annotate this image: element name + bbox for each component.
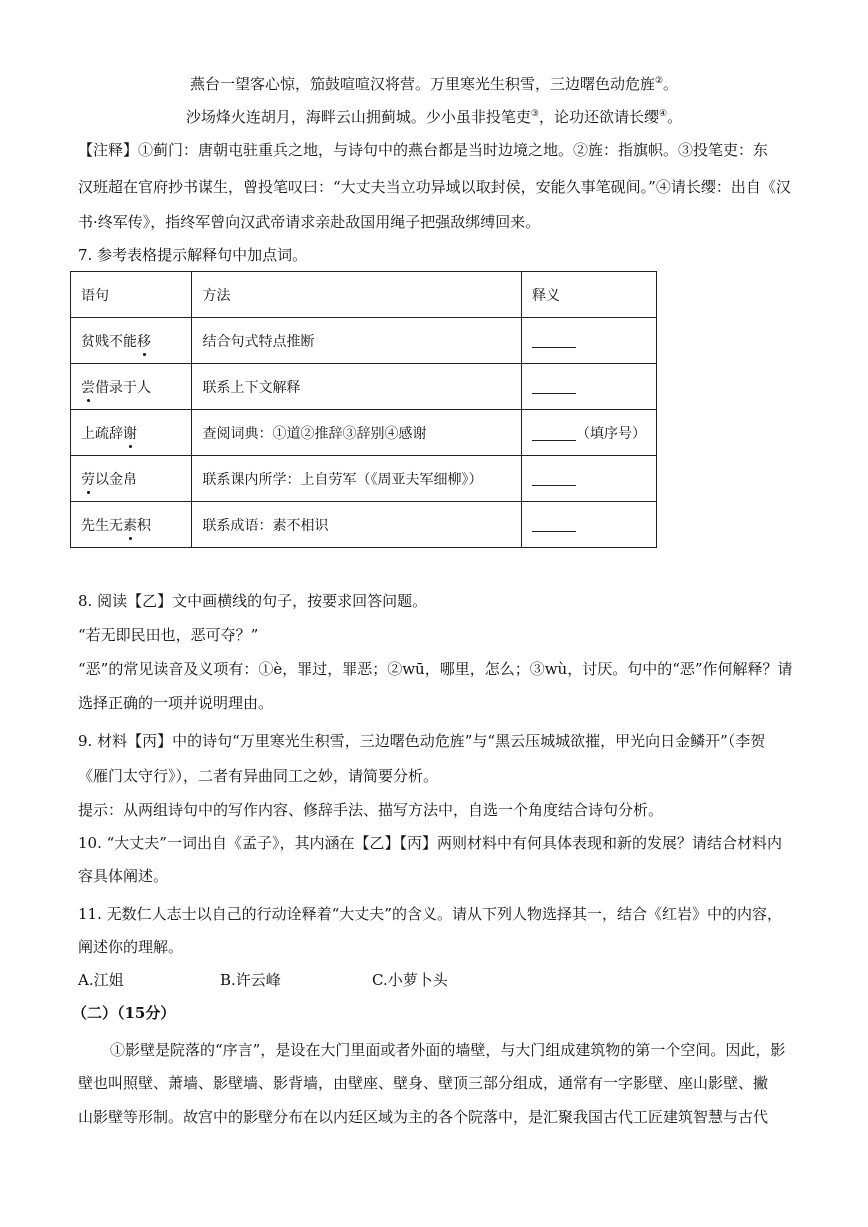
vocab-table [70,271,657,548]
sentence-cell: 尝借录于人 [71,364,192,410]
header-method: 方法 [192,272,522,318]
question-11-text: 阐述你的理解。 [78,938,184,956]
answer-cell [522,410,657,456]
dotted-word: 移 [137,331,151,351]
answer-cell [522,502,657,548]
question-9-hint: 提示：从两组诗句中的写作内容、修辞手法、描写方法中，自选一个角度结合诗句分析。 [78,801,664,819]
question-8-text: “恶”的常见读音及义项有：①è，罪过，罪恶；②wū，哪里，怎么；③wù，讨厌。句中的“恶”作何解释？请 [78,660,793,678]
question-9-text: 《雁门太守行》），二者有异曲同工之妙，请简要分析。 [78,767,439,785]
table-row [71,364,657,410]
option-a: A.江姐 [78,971,124,989]
method-cell: 查阅词典：①道②推辞③辞别④感谢 [192,410,522,456]
annotation-line-2: 汉班超在官府抄书谋生，曾投笔叹曰：“大丈夫当立功异域以取封侯，安能久事笔砚间。”④请长缨：出自《汉 [78,178,791,196]
table-row [71,410,657,456]
header-sentence: 语句 [71,272,192,318]
question-8-quote: “若无即民田也，恶可夺？” [78,626,259,644]
answer-blank[interactable] [532,426,576,441]
dotted-word: 尝 [81,377,95,397]
dotted-word: 谢 [123,423,137,443]
header-meaning: 释义 [522,272,657,318]
question-10-text: 容具体阐述。 [78,867,169,885]
question-9-prompt: 9. 材料【丙】中的诗句“万里寒光生积雪，三边曙色动危旌”与“黑云压城城欲摧，甲光向日金鳞开”（李贺 [78,732,766,750]
sentence-cell: 劳以金帛 [71,456,192,502]
section-2-paragraph: 壁也叫照壁、萧墙、影壁墙、影背墙，由壁座、壁身、壁顶三部分组成，通常有一字影壁、座山影壁、撇 [78,1074,769,1092]
method-cell: 联系课内所学：上自劳军（《周亚夫军细柳》） [192,456,522,502]
table-row [71,502,657,548]
answer-blank[interactable] [532,517,576,532]
sentence-cell: 先生无素积 [71,502,192,548]
answer-blank[interactable] [532,379,576,394]
annotation-line-3: 书·终军传》，指终军曾向汉武帝请求亲赴敌国用绳子把强敌绑缚回来。 [78,213,541,231]
sentence-cell: 贫贱不能移 [71,318,192,364]
question-8-prompt: 8. 阅读【乙】文中画横线的句子，按要求回答问题。 [78,592,428,610]
table-row [71,456,657,502]
annotation-line-1: 【注释】①蓟门：唐朝屯驻重兵之地，与诗句中的燕台都是当时边境之地。②旌：指旗帜。③投笔吏：东 [78,141,769,159]
poem-line-2: 沙场烽火连胡月，海畔云山拥蓟城。少小虽非投笔吏③，论功还欲请长缨④。 [185,108,683,126]
answer-blank[interactable] [532,333,576,348]
method-cell: 联系成语：素不相识 [192,502,522,548]
question-10-prompt: 10. “大丈夫”一词出自《孟子》，其内涵在【乙】【丙】两则材料中有何具体表现和新的发展？请结合材料内 [78,834,782,852]
poem-line-1: 燕台一望客心惊，笳鼓喧喧汉将营。万里寒光生积雪，三边曙色动危旌②。 [189,75,679,93]
section-2-paragraph: ①影壁是院落的“序言”，是设在大门里面或者外面的墙壁，与大门组成建筑物的第一个空间。因此，影 [110,1041,786,1059]
question-8-text: 选择正确的一项并说明理由。 [78,694,274,712]
method-cell: 结合句式特点推断 [192,318,522,364]
answer-cell [522,456,657,502]
answer-cell [522,318,657,364]
method-cell: 联系上下文解释 [192,364,522,410]
answer-cell [522,364,657,410]
sentence-cell: 上疏辞谢 [71,410,192,456]
dotted-word: 劳 [81,469,95,489]
table-header-row [71,272,657,318]
answer-blank[interactable] [532,471,576,486]
section-2-paragraph: 山影壁等形制。故宫中的影壁分布在以内廷区域为主的各个院落中，是汇聚我国古代工匠建筑智慧与古代 [78,1108,769,1126]
section-2-heading: （二）（15分） [72,1004,176,1022]
table-row [71,318,657,364]
fill-number-hint: （填序号） [576,425,646,442]
dotted-word: 素 [123,515,137,535]
question-11-options [78,970,448,990]
option-b: B.许云峰 [220,971,281,989]
question-11-prompt: 11. 无数仁人志士以自己的行动诠释着“大丈夫”的含义。请从下列人物选择其一，结合《红岩》中的内容， [78,905,782,923]
question-7-prompt: 7. 参考表格提示解释句中加点词。 [78,246,308,264]
option-c: C.小萝卜头 [372,971,448,989]
